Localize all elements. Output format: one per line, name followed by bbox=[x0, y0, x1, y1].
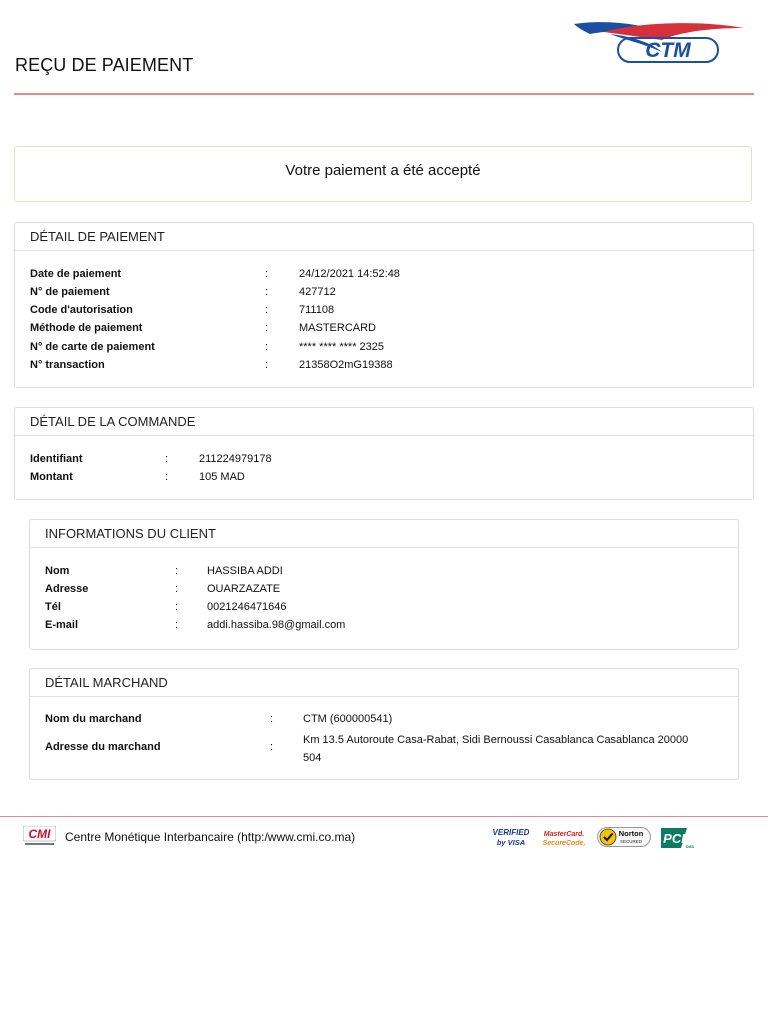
row-separator: : bbox=[175, 601, 179, 613]
row-value: 24/12/2021 14:52:48 bbox=[299, 268, 400, 280]
client-address-row bbox=[45, 583, 725, 597]
pci-badge-text: PCI bbox=[663, 831, 685, 846]
verified-by-visa-badge bbox=[490, 824, 532, 850]
row-value: 105 MAD bbox=[199, 471, 245, 483]
norton-badge-text-2: SECURED bbox=[619, 839, 643, 844]
footer-cmi-text: Centre Monétique Interbancaire (http:/www.cmi.co.ma) bbox=[65, 830, 356, 844]
row-label: Identifiant bbox=[30, 453, 83, 465]
cmi-logo bbox=[23, 826, 56, 848]
transaction-number-row bbox=[30, 359, 730, 373]
footer-divider bbox=[0, 816, 768, 817]
row-label: Adresse du marchand bbox=[45, 741, 161, 753]
visa-badge-text-1: VERIFIED bbox=[492, 828, 530, 837]
row-label: Montant bbox=[30, 471, 73, 483]
header bbox=[0, 0, 768, 96]
mc-badge-text-1: MasterCard. bbox=[543, 831, 585, 838]
row-separator: : bbox=[270, 741, 274, 753]
row-label: E-mail bbox=[45, 619, 79, 631]
payment-detail-title: DÉTAIL DE PAIEMENT bbox=[15, 223, 753, 251]
client-phone-row bbox=[45, 601, 725, 615]
row-value: 0021246471646 bbox=[207, 601, 287, 613]
row-separator: : bbox=[175, 619, 179, 631]
merchant-detail-panel bbox=[29, 668, 739, 780]
norton-secured-badge bbox=[597, 824, 651, 850]
ctm-logo bbox=[570, 18, 746, 66]
ctm-logo-text: CTM bbox=[645, 39, 691, 62]
row-label: N° transaction bbox=[30, 359, 105, 371]
mc-badge-text-2: SecureCode. bbox=[542, 840, 586, 847]
row-label: Méthode de paiement bbox=[30, 322, 143, 334]
row-value: 711108 bbox=[299, 304, 335, 316]
order-amount-row bbox=[30, 471, 730, 485]
payment-number-row bbox=[30, 286, 730, 300]
norton-badge-text-1: Norton bbox=[618, 829, 644, 838]
row-value: 427712 bbox=[299, 286, 336, 298]
row-separator: : bbox=[265, 341, 269, 353]
order-id-row bbox=[30, 453, 730, 467]
row-value: addi.hassiba.98@gmail.com bbox=[207, 619, 346, 631]
authorization-code-row bbox=[30, 304, 730, 318]
payment-method-row bbox=[30, 322, 730, 336]
row-separator: : bbox=[265, 359, 269, 371]
row-separator: : bbox=[165, 453, 169, 465]
client-email-row bbox=[45, 619, 725, 633]
client-info-title: INFORMATIONS DU CLIENT bbox=[30, 520, 738, 548]
merchant-detail-title: DÉTAIL MARCHAND bbox=[30, 669, 738, 697]
row-value: **** **** **** 2325 bbox=[299, 341, 385, 353]
order-detail-title: DÉTAIL DE LA COMMANDE bbox=[15, 408, 753, 436]
row-separator: : bbox=[265, 286, 269, 298]
payment-status-message: Votre paiement a été accepté bbox=[285, 162, 481, 179]
page-title: REÇU DE PAIEMENT bbox=[15, 55, 194, 75]
client-info-panel bbox=[29, 519, 739, 650]
row-separator: : bbox=[165, 471, 169, 483]
row-label: Code d'autorisation bbox=[30, 304, 133, 316]
row-separator: : bbox=[175, 583, 179, 595]
row-label: Tél bbox=[45, 601, 61, 613]
row-value: Km 13.5 Autoroute Casa-Rabat, Sidi Bernoussi Casablanca Casablanca 20000 504 bbox=[303, 734, 689, 764]
row-value: MASTERCARD bbox=[299, 322, 377, 334]
cmi-logo-text: CMI bbox=[28, 827, 51, 841]
row-separator: : bbox=[175, 565, 179, 577]
row-separator: : bbox=[265, 304, 269, 316]
row-separator: : bbox=[265, 322, 269, 334]
header-divider bbox=[14, 93, 754, 95]
row-value: OUARZAZATE bbox=[207, 583, 281, 595]
row-separator: : bbox=[270, 713, 274, 725]
row-label: Nom du marchand bbox=[45, 713, 142, 725]
payment-date-row bbox=[30, 268, 730, 282]
row-value: HASSIBA ADDI bbox=[207, 565, 283, 577]
row-label: N° de paiement bbox=[30, 286, 110, 298]
pci-badge-subtext: DSS bbox=[685, 844, 695, 849]
row-label: N° de carte de paiement bbox=[30, 341, 155, 353]
payment-detail-panel bbox=[14, 222, 754, 388]
row-value: CTM (600000541) bbox=[303, 713, 393, 725]
visa-badge-text-2: by VISA bbox=[496, 838, 526, 847]
row-label: Date de paiement bbox=[30, 268, 122, 280]
row-value: 21358O2mG19388 bbox=[299, 359, 393, 371]
payment-status-box bbox=[14, 146, 752, 202]
row-separator: : bbox=[265, 268, 269, 280]
client-name-row bbox=[45, 565, 725, 579]
merchant-address-row bbox=[45, 731, 725, 767]
row-label: Nom bbox=[45, 565, 70, 577]
merchant-name-row bbox=[45, 713, 725, 727]
card-number-row bbox=[30, 341, 730, 355]
order-detail-panel bbox=[14, 407, 754, 500]
row-label: Adresse bbox=[45, 583, 89, 595]
pci-dss-badge bbox=[659, 824, 697, 850]
mastercard-securecode-badge bbox=[542, 824, 586, 850]
row-value: 211224979178 bbox=[199, 453, 272, 465]
